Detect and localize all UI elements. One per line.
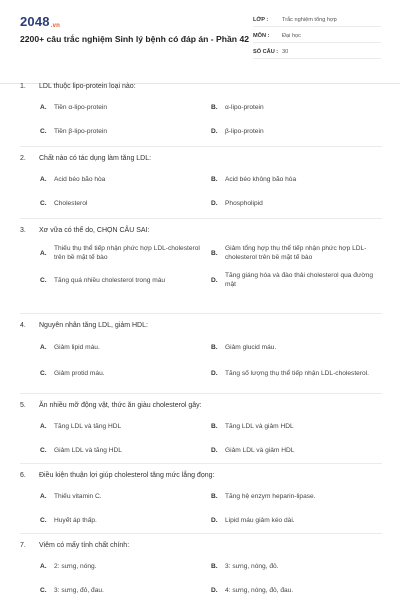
option-a[interactable] [40, 175, 211, 184]
question-stem: Ăn nhiều mỡ động vật, thức ăn giàu cholesterol gây: [39, 402, 202, 409]
option-letter: D. [211, 587, 218, 594]
option-text: 2: sưng, nóng. [54, 563, 97, 570]
option-text: Thiếu thụ thể tiếp nhận phức hợp LDL-cholesterol trên bề mặt tế bào [54, 245, 200, 261]
option-d[interactable] [211, 127, 382, 136]
options [20, 103, 382, 136]
option-letter: B. [211, 249, 218, 257]
option-text: Giảm protid máu. [54, 369, 105, 377]
option-b[interactable] [211, 492, 382, 501]
question-text [20, 471, 382, 480]
option-text: Tăng số lượng thụ thể tiếp nhận LDL-cholesterol. [225, 369, 369, 377]
question-text [20, 226, 382, 235]
page-title: 2200+ câu trắc nghiệm Sinh lý bệnh có đáp án - Phần 42 [20, 34, 249, 44]
options [20, 562, 382, 595]
option-text: Tăng LDL và giảm HDL [225, 423, 294, 430]
option-c[interactable] [40, 446, 211, 455]
option-letter: C. [40, 587, 47, 594]
option-letter: B. [211, 423, 218, 430]
option-letter: D. [211, 200, 218, 207]
options [20, 175, 382, 208]
question-text [20, 82, 382, 91]
option-letter: D. [211, 276, 218, 284]
option-text: Lipid máu giảm kéo dài. [225, 517, 295, 524]
meta-row-subject [253, 30, 381, 43]
option-c[interactable] [40, 199, 211, 208]
question-number: 3. [20, 227, 26, 234]
option-letter: C. [40, 447, 47, 454]
option-c[interactable] [40, 127, 211, 136]
option-text: β-lipo-protein [225, 128, 264, 135]
option-text: 3: sưng, đỏ, đau. [54, 587, 104, 594]
option-letter: A. [40, 104, 47, 111]
question-stem: Chất nào có tác dụng làm tăng LDL: [39, 155, 152, 162]
meta-value: 30 [282, 49, 289, 55]
option-letter: D. [211, 128, 218, 135]
question-stem: Nguyên nhân tăng LDL, giảm HDL: [39, 322, 148, 329]
option-a[interactable] [40, 422, 211, 431]
option-c[interactable] [40, 364, 211, 382]
question-item [20, 464, 382, 534]
option-text: Thiếu vitamin C. [54, 493, 102, 500]
option-text: Tiền β-lipo-protein [54, 128, 108, 135]
option-b[interactable] [211, 338, 382, 356]
option-text: Phospholipid [225, 200, 263, 207]
option-letter: A. [40, 249, 47, 257]
meta-label: MÔN : [253, 33, 270, 39]
question-stem: Xơ vữa có thể do, CHỌN CÂU SAI: [39, 227, 150, 234]
option-a[interactable] [40, 562, 211, 571]
option-d[interactable] [211, 446, 382, 455]
option-text: Acid béo không bão hòa [225, 176, 297, 183]
site-logo[interactable] [20, 14, 60, 29]
option-text: Tăng giáng hóa và đào thải cholesterol qua đường mật [225, 272, 374, 288]
meta-table [253, 14, 381, 62]
question-item [20, 394, 382, 464]
option-letter: C. [40, 369, 47, 377]
question-text [20, 321, 382, 330]
option-d[interactable] [211, 199, 382, 208]
option-text: 3: sưng, nóng, đỏ. [225, 563, 279, 570]
option-letter: A. [40, 176, 47, 183]
option-letter: A. [40, 423, 47, 430]
question-item [20, 534, 382, 600]
question-item [20, 219, 382, 314]
option-letter: A. [40, 343, 47, 351]
options [20, 422, 382, 455]
meta-row-class [253, 14, 381, 27]
option-d[interactable] [211, 516, 382, 525]
question-number: 4. [20, 322, 26, 329]
meta-label: SỐ CÂU : [253, 49, 279, 55]
option-text: Cholesterol [54, 200, 88, 207]
option-b[interactable] [211, 244, 382, 262]
options [20, 492, 382, 525]
option-text: 4: sưng, nóng, đỏ, đau. [225, 587, 294, 594]
option-a[interactable] [40, 492, 211, 501]
option-letter: C. [40, 200, 47, 207]
option-d[interactable] [211, 271, 382, 289]
meta-label: LỚP : [253, 17, 269, 23]
question-number: 1. [20, 83, 26, 90]
option-c[interactable] [40, 516, 211, 525]
option-text: Giảm LDL và giảm HDL [225, 447, 295, 454]
option-text: Tăng quá nhiều cholesterol trong máu [54, 276, 166, 284]
question-stem: LDL thuộc lipo-protein loại nào: [39, 83, 136, 90]
option-letter: C. [40, 517, 47, 524]
logo-text: 2048 [20, 14, 50, 29]
option-d[interactable] [211, 586, 382, 595]
option-b[interactable] [211, 562, 382, 571]
options [20, 338, 382, 382]
option-c[interactable] [40, 271, 211, 289]
option-letter: C. [40, 128, 47, 135]
question-item [20, 75, 382, 147]
option-letter: A. [40, 563, 47, 570]
question-item [20, 147, 382, 219]
question-list [20, 75, 382, 600]
option-text: Giảm glucid máu. [225, 343, 277, 351]
option-b[interactable] [211, 175, 382, 184]
logo-tld: .vn [50, 23, 61, 29]
option-letter: D. [211, 369, 218, 377]
option-text: Tiền α-lipo-protein [54, 104, 108, 111]
option-text: Huyết áp thấp. [54, 517, 97, 524]
option-letter: B. [211, 493, 218, 500]
option-text: Acid béo bão hòa [54, 176, 106, 183]
meta-value: Đại học [282, 33, 301, 39]
question-number: 7. [20, 542, 26, 549]
question-text [20, 154, 382, 163]
option-letter: B. [211, 176, 218, 183]
question-number: 2. [20, 155, 26, 162]
option-letter: B. [211, 563, 218, 570]
option-letter: A. [40, 493, 47, 500]
options [20, 244, 382, 289]
option-b[interactable] [211, 103, 382, 112]
question-item [20, 314, 382, 394]
question-stem: Viêm có mấy tính chất chính: [39, 542, 130, 549]
option-text: Tăng hệ enzym heparin-lipase. [225, 493, 316, 500]
option-d[interactable] [211, 364, 382, 382]
option-letter: D. [211, 517, 218, 524]
option-letter: D. [211, 447, 218, 454]
option-c[interactable] [40, 586, 211, 595]
option-a[interactable] [40, 103, 211, 112]
meta-value: Trắc nghiệm tổng hợp [282, 17, 337, 23]
question-text [20, 541, 382, 550]
question-number: 6. [20, 472, 26, 479]
option-letter: B. [211, 343, 218, 351]
option-letter: C. [40, 276, 47, 284]
option-text: α-lipo-protein [225, 104, 264, 111]
option-b[interactable] [211, 422, 382, 431]
option-text: Tăng LDL và tăng HDL [54, 423, 122, 430]
meta-row-count [253, 46, 381, 59]
option-letter: B. [211, 104, 218, 111]
option-a[interactable] [40, 244, 211, 262]
question-text [20, 401, 382, 410]
option-text: Giảm tổng hợp thụ thể tiếp nhận phức hợp LDL-cholesterol trên bề mặt tế bào [225, 245, 367, 261]
question-number: 5. [20, 402, 26, 409]
option-text: Giảm LDL và tăng HDL [54, 447, 122, 454]
option-a[interactable] [40, 338, 211, 356]
option-text: Giảm lipid máu. [54, 343, 100, 351]
question-stem: Điều kiện thuận lợi giúp cholesterol tăng mức lắng đọng: [39, 472, 215, 479]
document-header [0, 0, 400, 84]
